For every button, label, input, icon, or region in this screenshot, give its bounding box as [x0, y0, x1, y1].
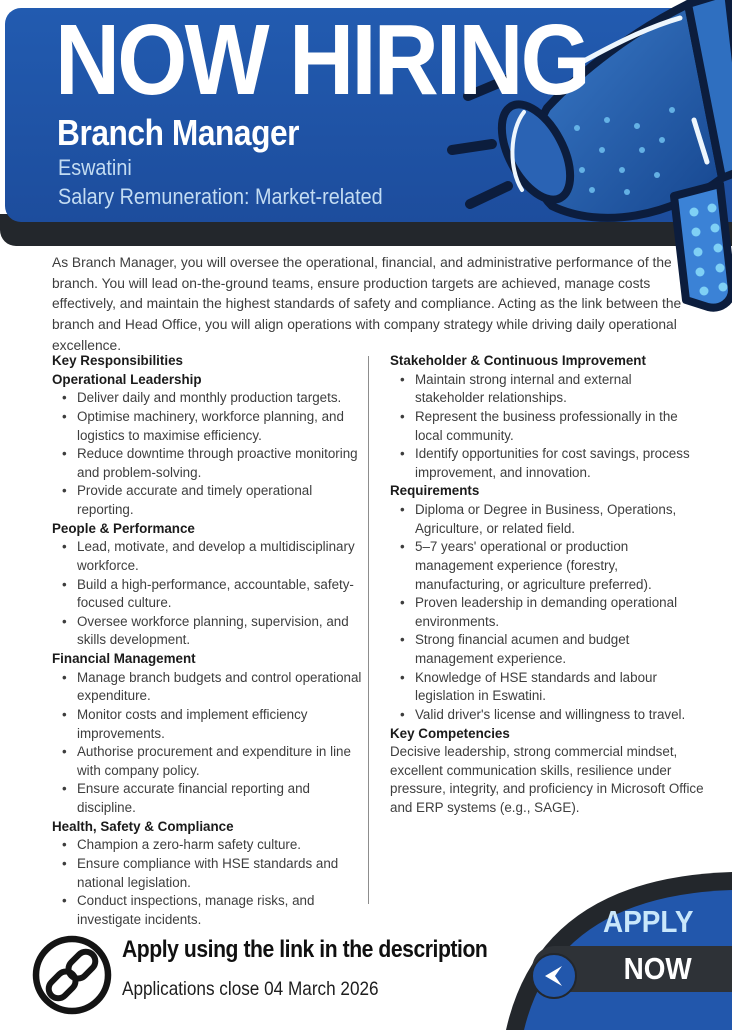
bullet-list-financial-management [52, 669, 362, 818]
hero-text-block [5, 4, 588, 222]
section-heading-requirements: Requirements [390, 483, 480, 499]
list-item: • Ensure compliance with HSE standards and national legislation. [52, 855, 362, 892]
job-role: Branch Manager [57, 112, 300, 153]
list-item: • Build a high-performance, accountable, safety-focused culture. [52, 576, 362, 613]
section-heading-people-performance: People & Performance [52, 520, 195, 536]
list-item: • 5–7 years' operational or production management experience (forestry, manufacturing, or agriculture preferred). [390, 538, 704, 594]
bullet-list-health-safety-compliance [52, 836, 362, 929]
section-heading-health-safety-compliance: Health, Safety & Compliance [52, 818, 234, 834]
bullet-list-people-performance [52, 538, 362, 650]
list-item: • Knowledge of HSE standards and labour legislation in Eswatini. [390, 669, 704, 706]
list-item: • Deliver daily and monthly production targets. [52, 389, 362, 408]
apply-button-line2[interactable]: NOW [623, 951, 692, 986]
apply-instruction: Apply using the link in the description [122, 936, 488, 963]
list-item: • Diploma or Degree in Business, Operations, Agriculture, or related field. [390, 501, 704, 538]
job-salary: Salary Remuneration: Market-related [58, 184, 383, 209]
column-divider [368, 356, 369, 904]
left-column [52, 352, 362, 929]
section-heading-operational-leadership: Operational Leadership [52, 371, 202, 387]
list-item: • Optimise machinery, workforce planning, and logistics to maximise efficiency. [52, 408, 362, 445]
section-heading-financial-management: Financial Management [52, 651, 196, 666]
list-item: • Identify opportunities for cost savings, process improvement, and innovation. [390, 445, 704, 482]
apply-now-button[interactable] [502, 860, 732, 1030]
link-icon [27, 930, 117, 1020]
bullet-list-operational-leadership [52, 389, 362, 519]
page-title: NOW HIRING [55, 4, 588, 116]
intro-paragraph: As Branch Manager, you will oversee the operational, financial, and administrative performance of the branch. You will lead on-the-ground teams, ensure production targets are achieved, manage costs effectively, and maintain the highest standards of safety and compliance. Acting as the link between the branch and Head Office, you will align operations with company strategy while driving daily operational excellence. [52, 255, 682, 353]
list-item: • Maintain strong internal and external stakeholder relationships. [390, 371, 704, 408]
list-item: • Oversee workforce planning, supervision, and skills development. [52, 613, 362, 650]
list-item: • Champion a zero-harm safety culture. [52, 836, 362, 855]
list-item: • Monitor costs and implement efficiency improvements. [52, 706, 362, 743]
key-competencies-paragraph: Decisive leadership, strong commercial mindset, excellent communication skills, resilience under pressure, integrity, and proficiency in Microsoft Office and ERP systems (e.g., SAGE). [390, 744, 704, 815]
list-item: • Proven leadership in demanding operational environments. [390, 594, 704, 631]
list-item: • Strong financial acumen and budget management experience. [390, 631, 704, 668]
closing-date: Applications close 04 March 2026 [122, 978, 379, 1000]
right-column [390, 352, 704, 818]
list-item: • Authorise procurement and expenditure in line with company policy. [52, 743, 362, 780]
section-heading-key-competencies: Key Competencies [390, 725, 510, 741]
arrow-left-icon[interactable] [531, 953, 577, 999]
job-location: Eswatini [58, 155, 132, 180]
list-item: • Represent the business professionally in the local community. [390, 408, 704, 445]
list-item: • Lead, motivate, and develop a multidisciplinary workforce. [52, 538, 362, 575]
list-item: • Reduce downtime through proactive monitoring and problem-solving. [52, 445, 362, 482]
section-heading-stakeholder-improvement: Stakeholder & Continuous Improvement [390, 353, 646, 368]
corner-curve [502, 860, 732, 1030]
list-item: • Provide accurate and timely operational reporting. [52, 482, 362, 519]
bullet-list-stakeholder-improvement [390, 371, 704, 483]
list-item: • Conduct inspections, manage risks, and investigate incidents. [52, 892, 362, 929]
section-heading-key-responsibilities: Key Responsibilities [52, 353, 183, 368]
list-item: • Valid driver's license and willingness to travel. [390, 706, 704, 725]
list-item: • Ensure accurate financial reporting and discipline. [52, 780, 362, 817]
bullet-list-requirements [390, 501, 704, 725]
list-item: • Manage branch budgets and control operational expenditure. [52, 669, 362, 706]
apply-button-line1[interactable]: APPLY [603, 904, 694, 939]
